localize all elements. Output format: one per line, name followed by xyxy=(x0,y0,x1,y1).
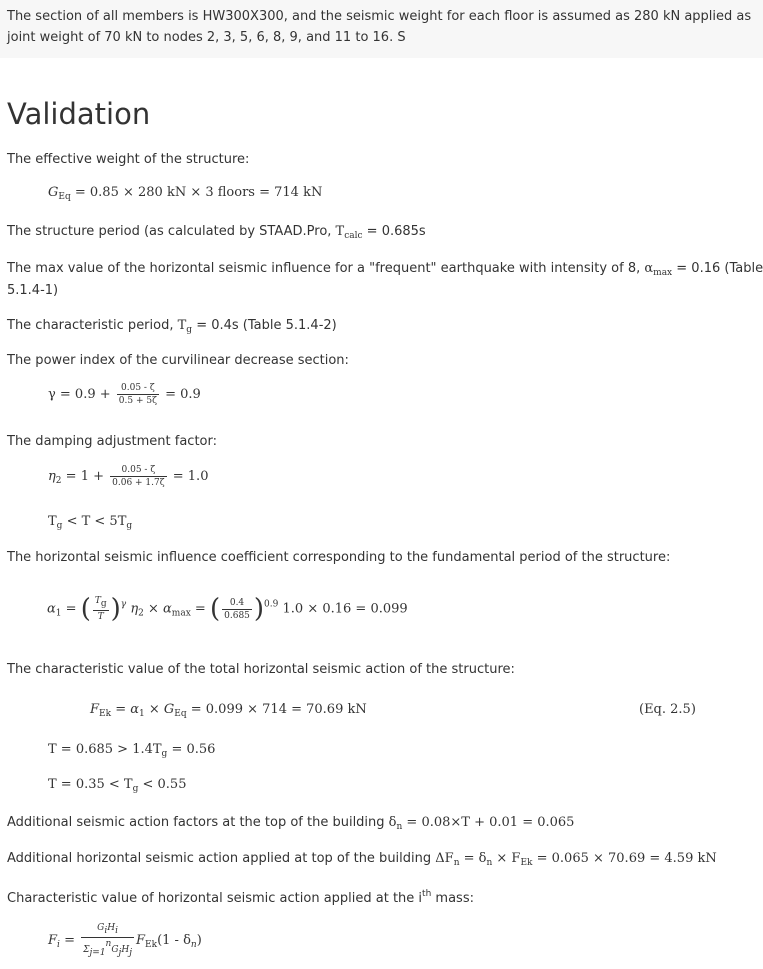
check-1 xyxy=(48,742,215,759)
total-action-g: × G xyxy=(144,702,175,717)
range-b-subscript: g xyxy=(126,521,133,531)
right-paren: ) xyxy=(110,594,121,624)
num-h-subscript: i xyxy=(115,926,118,936)
num-g-subscript: i xyxy=(104,926,108,936)
damping-lhs-rest: = 1 + xyxy=(61,469,104,484)
check-1-a: T = 0.685 > 1.4T xyxy=(48,742,162,757)
power-index-equation xyxy=(48,382,201,407)
total-action-rhs: = 0.099 × 714 = 70.69 kN xyxy=(186,702,367,717)
additional-action-text: Additional horizontal seismic action applied at top of the building xyxy=(7,851,436,866)
power-index-rhs: = 0.9 xyxy=(165,387,201,402)
coeff-alpha-subscript: max xyxy=(171,608,191,619)
damping-text: The damping adjustment factor: xyxy=(7,434,217,449)
ith-mass-equation xyxy=(48,922,202,959)
eff-weight-text: The effective weight of the structure: xyxy=(7,152,250,167)
total-action-equation xyxy=(90,702,367,719)
damping-equation xyxy=(48,464,208,489)
ratio-denominator: T xyxy=(93,610,109,623)
max-value-value: = 0.16 (Table xyxy=(672,261,763,276)
total-action-alpha-subscript: 1 xyxy=(139,709,145,719)
check-2 xyxy=(48,777,186,794)
total-action-alpha: = α xyxy=(111,702,139,717)
char-period-paragraph xyxy=(7,315,755,341)
ith-mass-factor-subscript: n xyxy=(190,940,197,950)
range-mid: < T < 5T xyxy=(62,514,127,529)
check-1-b: = 0.56 xyxy=(167,742,216,757)
den-g: G xyxy=(111,945,119,955)
section-heading: Validation xyxy=(7,97,151,131)
left-paren: ( xyxy=(80,594,91,624)
damping-fraction xyxy=(110,464,167,489)
ratio-numerator-subscript: g xyxy=(100,599,107,609)
num-g: G xyxy=(97,923,105,933)
intro-line-1: The section of all members is HW300X300, and the seismic weight for each floor is assumed as 280 kN applied as xyxy=(7,9,752,24)
additional-factor-subscript: n xyxy=(396,822,403,832)
range-equation xyxy=(48,514,132,531)
eq-subscript: Eq xyxy=(58,192,71,202)
damping-rhs: = 1.0 xyxy=(172,469,209,484)
coeff-symbol: α xyxy=(47,601,56,617)
numeric-exponent: 0.9 xyxy=(264,599,279,610)
period-symbol: T xyxy=(335,224,345,239)
den-sigma-superscript: n xyxy=(105,939,112,949)
ith-mass-factor: (1 - δ xyxy=(157,933,191,948)
damping-numerator: 0.05 - ζ xyxy=(121,465,156,475)
equation-reference: (Eq. 2.5) xyxy=(639,702,696,717)
ratio-numerator: T xyxy=(94,596,101,606)
total-action-g-subscript: Eq xyxy=(174,709,187,719)
ith-mass-close: ) xyxy=(196,933,202,948)
ith-mass-superscript: th xyxy=(422,889,432,899)
additional-factor-paragraph xyxy=(7,812,755,838)
additional-action-f-subscript: Ek xyxy=(520,858,533,868)
char-period-subscript: g xyxy=(186,325,193,335)
power-index-numerator: 0.05 - ζ xyxy=(121,383,155,393)
intro-line-2: joint weight of 70 kN to nodes 2, 3, 5, 6, 8, 9, and 11 to 16. S xyxy=(7,30,406,45)
power-index-denominator: 0.5 + 5ζ xyxy=(118,396,157,406)
additional-factor-value: = 0.08×T + 0.01 = 0.065 xyxy=(402,815,575,830)
ith-mass-text: Characteristic value of horizontal seismic action applied at the i xyxy=(7,891,423,906)
max-value-text: The max value of the horizontal seismic influence for a "frequent" earthquake with intensity of 8, xyxy=(7,261,645,276)
left-paren-2: ( xyxy=(209,594,221,624)
ith-mass-denominator xyxy=(81,937,134,959)
period-subscript: calc xyxy=(344,231,363,241)
check-2-a: T = 0.35 < T xyxy=(48,777,133,792)
coeff-subscript: 1 xyxy=(55,608,62,619)
additional-action-delta-subscript: n xyxy=(486,858,493,868)
power-index-lhs: γ = 0.9 + xyxy=(48,387,111,402)
eq-symbol: G xyxy=(48,185,59,200)
range-a: T xyxy=(48,514,57,529)
coeff-result: 1.0 × 0.16 = 0.099 xyxy=(282,601,408,617)
ratio-exponent: γ xyxy=(120,599,127,610)
additional-factor-symbol: δ xyxy=(388,815,397,830)
total-action-subscript: Ek xyxy=(99,709,112,719)
damping-subscript: 2 xyxy=(55,476,62,486)
numeric-ratio-fraction xyxy=(222,597,252,622)
ith-mass-paragraph xyxy=(7,884,755,909)
max-value-line-2: 5.1.4-1) xyxy=(7,283,59,298)
power-index-text: The power index of the curvilinear decrease section: xyxy=(7,353,349,368)
char-period-symbol: T xyxy=(177,318,187,333)
power-index-fraction xyxy=(117,382,159,407)
ith-mass-equals: = xyxy=(64,933,75,948)
check-2-subscript: g xyxy=(132,784,139,794)
eff-weight-equation xyxy=(48,185,322,202)
den-h: H xyxy=(121,945,130,955)
ith-mass-numerator xyxy=(81,922,134,937)
ith-mass-fraction xyxy=(81,922,134,959)
check-1-subscript: g xyxy=(161,749,168,759)
coeff-alpha: × α xyxy=(143,601,172,617)
additional-factor-text: Additional seismic action factors at the top of the building xyxy=(7,815,389,830)
max-value-symbol: α xyxy=(644,261,654,276)
additional-action-f: × F xyxy=(492,851,521,866)
coeff-equals-2: = xyxy=(194,601,206,617)
den-g-subscript: j xyxy=(118,948,122,958)
additional-action-value: = 0.065 × 70.69 = 4.59 kN xyxy=(532,851,717,866)
char-period-value: = 0.4s (Table 5.1.4-2) xyxy=(192,318,337,333)
coeff-equation xyxy=(47,594,408,624)
damping-denominator: 0.06 + 1.7ζ xyxy=(112,478,165,488)
ith-mass-f-subscript: Ek xyxy=(145,940,158,950)
period-ratio-fraction xyxy=(93,595,109,623)
check-2-b: < 0.55 xyxy=(138,777,187,792)
den-h-subscript: j xyxy=(129,948,132,958)
ith-mass-subscript: i xyxy=(57,940,60,950)
additional-action-subscript: n xyxy=(453,858,460,868)
ith-mass-symbol: F xyxy=(48,933,58,948)
right-paren-2: ) xyxy=(253,594,265,624)
den-sigma: Σ xyxy=(83,945,90,955)
ith-mass-f: F xyxy=(136,933,146,948)
numeric-denominator: 0.685 xyxy=(224,610,250,621)
additional-action-delta: = δ xyxy=(459,851,487,866)
eq-rhs: = 0.85 × 280 kN × 3 floors = 714 kN xyxy=(74,185,323,200)
additional-action-symbol: ΔF xyxy=(435,851,454,866)
coeff-eta: η xyxy=(130,601,139,617)
coeff-eta-subscript: 2 xyxy=(138,608,144,619)
den-sigma-subscript: j=1 xyxy=(89,948,106,958)
range-a-subscript: g xyxy=(56,521,63,531)
numeric-numerator: 0.4 xyxy=(229,597,245,608)
char-period-text: The characteristic period, xyxy=(7,318,178,333)
damping-symbol: η xyxy=(48,469,56,484)
additional-action-paragraph xyxy=(7,848,755,874)
max-value-subscript: max xyxy=(653,268,673,278)
coeff-text: The horizontal seismic influence coefficient corresponding to the fundamental period of the structure: xyxy=(7,550,671,565)
period-value: = 0.685s xyxy=(362,224,426,239)
num-h: H xyxy=(107,923,116,933)
coeff-equals: = xyxy=(65,601,77,617)
period-paragraph xyxy=(7,221,755,247)
period-text: The structure period (as calculated by STAAD.Pro, xyxy=(7,224,336,239)
total-action-text: The characteristic value of the total horizontal seismic action of the structure: xyxy=(7,662,515,677)
total-action-symbol: F xyxy=(90,702,100,717)
ith-mass-rest: mass: xyxy=(431,891,474,906)
